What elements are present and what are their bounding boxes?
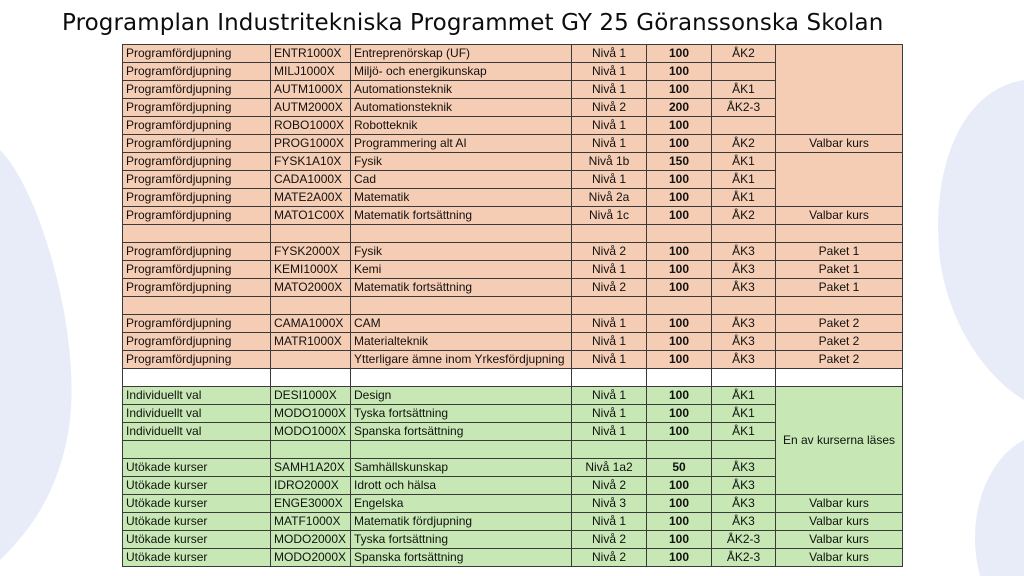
code-cell: MODO1000X <box>271 405 351 423</box>
year-cell: ÅK2 <box>712 207 776 225</box>
points-cell: 100 <box>647 189 712 207</box>
category-cell: Utökade kurser <box>123 531 271 549</box>
table-row <box>123 135 903 153</box>
year-cell: ÅK3 <box>712 477 776 495</box>
level-cell: Nivå 1 <box>572 135 647 153</box>
points-cell: 100 <box>647 387 712 405</box>
table-row <box>123 243 903 261</box>
code-cell: CADA1000X <box>271 171 351 189</box>
year-cell: ÅK3 <box>712 261 776 279</box>
level-cell: Nivå 1c <box>572 207 647 225</box>
course-name-cell: Tyska fortsättning <box>351 531 572 549</box>
year-cell: ÅK3 <box>712 333 776 351</box>
code-cell: AUTM1000X <box>271 81 351 99</box>
code-cell: ROBO1000X <box>271 117 351 135</box>
category-cell: Utökade kurser <box>123 513 271 531</box>
empty-row <box>123 225 903 243</box>
points-cell: 100 <box>647 261 712 279</box>
table-row <box>123 531 903 549</box>
code-cell: ENGE3000X <box>271 495 351 513</box>
level-cell: Nivå 1 <box>572 81 647 99</box>
code-cell: MATE2A00X <box>271 189 351 207</box>
year-cell: ÅK3 <box>712 279 776 297</box>
category-cell: Programfördjupning <box>123 189 271 207</box>
year-cell: ÅK1 <box>712 171 776 189</box>
course-name-cell: Programmering alt AI <box>351 135 572 153</box>
code-cell: MATO2000X <box>271 279 351 297</box>
category-cell: Programfördjupning <box>123 153 271 171</box>
course-name-cell: Tyska fortsättning <box>351 405 572 423</box>
category-cell: Programfördjupning <box>123 279 271 297</box>
course-name-cell: Engelska <box>351 495 572 513</box>
year-cell: ÅK2 <box>712 135 776 153</box>
table-row <box>123 387 903 405</box>
code-cell: MATF1000X <box>271 513 351 531</box>
year-cell: ÅK1 <box>712 81 776 99</box>
note-cell: Valbar kurs <box>776 207 903 225</box>
course-name-cell: Samhällskunskap <box>351 459 572 477</box>
course-name-cell: Robotteknik <box>351 117 572 135</box>
year-cell: ÅK3 <box>712 513 776 531</box>
note-cell: Paket 2 <box>776 315 903 333</box>
table-row <box>123 351 903 369</box>
year-cell: ÅK2-3 <box>712 549 776 567</box>
year-cell: ÅK1 <box>712 189 776 207</box>
year-cell: ÅK3 <box>712 243 776 261</box>
level-cell: Nivå 1 <box>572 387 647 405</box>
points-cell: 100 <box>647 477 712 495</box>
category-cell: Individuellt val <box>123 387 271 405</box>
level-cell: Nivå 2a <box>572 189 647 207</box>
note-cell: Valbar kurs <box>776 495 903 513</box>
year-cell: ÅK2-3 <box>712 531 776 549</box>
year-cell: ÅK1 <box>712 153 776 171</box>
note-cell: Paket 1 <box>776 243 903 261</box>
points-cell: 100 <box>647 531 712 549</box>
category-cell: Programfördjupning <box>123 315 271 333</box>
code-cell: FYSK2000X <box>271 243 351 261</box>
empty-row <box>123 369 903 387</box>
points-cell: 100 <box>647 243 712 261</box>
year-cell: ÅK3 <box>712 459 776 477</box>
category-cell: Individuellt val <box>123 405 271 423</box>
note-cell <box>776 153 903 207</box>
course-name-cell: Spanska fortsättning <box>351 549 572 567</box>
year-cell: ÅK3 <box>712 315 776 333</box>
course-name-cell: Automationsteknik <box>351 99 572 117</box>
note-cell: Paket 2 <box>776 333 903 351</box>
course-name-cell: CAM <box>351 315 572 333</box>
year-cell: ÅK2-3 <box>712 99 776 117</box>
code-cell: IDRO2000X <box>271 477 351 495</box>
category-cell: Programfördjupning <box>123 333 271 351</box>
note-cell <box>776 45 903 135</box>
table-row <box>123 153 903 171</box>
points-cell: 100 <box>647 333 712 351</box>
code-cell <box>271 351 351 369</box>
note-cell: Paket 1 <box>776 261 903 279</box>
code-cell: PROG1000X <box>271 135 351 153</box>
points-cell: 100 <box>647 207 712 225</box>
points-cell: 100 <box>647 45 712 63</box>
course-name-cell: Ytterligare ämne inom Yrkesfördjupning <box>351 351 572 369</box>
level-cell: Nivå 3 <box>572 495 647 513</box>
level-cell: Nivå 2 <box>572 279 647 297</box>
level-cell: Nivå 1 <box>572 423 647 441</box>
level-cell: Nivå 1 <box>572 261 647 279</box>
points-cell: 100 <box>647 549 712 567</box>
year-cell: ÅK2 <box>712 45 776 63</box>
points-cell: 100 <box>647 423 712 441</box>
year-cell: ÅK3 <box>712 351 776 369</box>
category-cell: Programfördjupning <box>123 261 271 279</box>
note-cell: Valbar kurs <box>776 549 903 567</box>
page-title: Programplan Industritekniska Programmet GY 25 Göranssonska Skolan <box>62 10 884 36</box>
course-name-cell: Materialteknik <box>351 333 572 351</box>
category-cell: Programfördjupning <box>123 171 271 189</box>
table-row <box>123 513 903 531</box>
category-cell: Utökade kurser <box>123 477 271 495</box>
course-name-cell: Miljö- och energikunskap <box>351 63 572 81</box>
points-cell: 100 <box>647 279 712 297</box>
points-cell: 100 <box>647 135 712 153</box>
year-cell: ÅK1 <box>712 387 776 405</box>
note-cell: Valbar kurs <box>776 513 903 531</box>
course-name-cell: Kemi <box>351 261 572 279</box>
category-cell: Utökade kurser <box>123 495 271 513</box>
code-cell: MODO2000X <box>271 531 351 549</box>
background-blob-left <box>0 150 72 560</box>
note-cell: Valbar kurs <box>776 531 903 549</box>
code-cell: MODO2000X <box>271 549 351 567</box>
points-cell: 100 <box>647 495 712 513</box>
points-cell: 100 <box>647 171 712 189</box>
level-cell: Nivå 2 <box>572 549 647 567</box>
level-cell: Nivå 2 <box>572 99 647 117</box>
code-cell: ENTR1000X <box>271 45 351 63</box>
course-name-cell: Fysik <box>351 153 572 171</box>
year-cell: ÅK1 <box>712 405 776 423</box>
level-cell: Nivå 1 <box>572 315 647 333</box>
level-cell: Nivå 1 <box>572 513 647 531</box>
table-row <box>123 315 903 333</box>
table-row <box>123 45 903 63</box>
note-cell: Paket 2 <box>776 351 903 369</box>
code-cell: SAMH1A20X <box>271 459 351 477</box>
category-cell: Programfördjupning <box>123 351 271 369</box>
table-row <box>123 279 903 297</box>
note-cell: Valbar kurs <box>776 135 903 153</box>
course-name-cell: Idrott och hälsa <box>351 477 572 495</box>
individual-choice-note: En av kurserna läses <box>776 387 903 495</box>
background-blob-right-lower <box>975 440 1024 576</box>
code-cell: KEMI1000X <box>271 261 351 279</box>
level-cell: Nivå 2 <box>572 477 647 495</box>
points-cell: 100 <box>647 81 712 99</box>
category-cell: Programfördjupning <box>123 207 271 225</box>
empty-row <box>123 297 903 315</box>
code-cell: DESI1000X <box>271 387 351 405</box>
category-cell: Programfördjupning <box>123 135 271 153</box>
year-cell <box>712 117 776 135</box>
program-plan-table <box>122 44 903 567</box>
points-cell: 100 <box>647 315 712 333</box>
level-cell: Nivå 1 <box>572 63 647 81</box>
code-cell: MATR1000X <box>271 333 351 351</box>
level-cell: Nivå 1 <box>572 117 647 135</box>
level-cell: Nivå 2 <box>572 243 647 261</box>
level-cell: Nivå 1a2 <box>572 459 647 477</box>
note-cell: Paket 1 <box>776 279 903 297</box>
year-cell <box>712 63 776 81</box>
code-cell: FYSK1A10X <box>271 153 351 171</box>
points-cell: 150 <box>647 153 712 171</box>
category-cell: Individuellt val <box>123 423 271 441</box>
category-cell: Utökade kurser <box>123 459 271 477</box>
points-cell: 100 <box>647 513 712 531</box>
category-cell: Programfördjupning <box>123 63 271 81</box>
level-cell: Nivå 1 <box>572 351 647 369</box>
level-cell: Nivå 2 <box>572 531 647 549</box>
category-cell: Programfördjupning <box>123 45 271 63</box>
category-cell: Utökade kurser <box>123 549 271 567</box>
category-cell: Programfördjupning <box>123 117 271 135</box>
course-name-cell: Cad <box>351 171 572 189</box>
course-name-cell: Matematik fördjupning <box>351 513 572 531</box>
course-name-cell: Entreprenörskap (UF) <box>351 45 572 63</box>
year-cell: ÅK1 <box>712 423 776 441</box>
code-cell: MODO1000X <box>271 423 351 441</box>
level-cell: Nivå 1 <box>572 45 647 63</box>
table-row <box>123 333 903 351</box>
code-cell: CAMA1000X <box>271 315 351 333</box>
code-cell: AUTM2000X <box>271 99 351 117</box>
table-row <box>123 495 903 513</box>
points-cell: 100 <box>647 405 712 423</box>
table-row <box>123 207 903 225</box>
code-cell: MATO1C00X <box>271 207 351 225</box>
points-cell: 100 <box>647 117 712 135</box>
level-cell: Nivå 1b <box>572 153 647 171</box>
category-cell: Programfördjupning <box>123 243 271 261</box>
level-cell: Nivå 1 <box>572 405 647 423</box>
level-cell: Nivå 1 <box>572 171 647 189</box>
points-cell: 50 <box>647 459 712 477</box>
course-name-cell: Spanska fortsättning <box>351 423 572 441</box>
category-cell: Programfördjupning <box>123 81 271 99</box>
level-cell: Nivå 1 <box>572 333 647 351</box>
points-cell: 100 <box>647 63 712 81</box>
table-row <box>123 261 903 279</box>
background-blob-right <box>938 80 1024 400</box>
course-name-cell: Matematik fortsättning <box>351 207 572 225</box>
year-cell: ÅK3 <box>712 495 776 513</box>
category-cell: Programfördjupning <box>123 99 271 117</box>
course-name-cell: Matematik fortsättning <box>351 279 572 297</box>
code-cell: MILJ1000X <box>271 63 351 81</box>
course-name-cell: Matematik <box>351 189 572 207</box>
points-cell: 200 <box>647 99 712 117</box>
course-name-cell: Fysik <box>351 243 572 261</box>
course-name-cell: Design <box>351 387 572 405</box>
points-cell: 100 <box>647 351 712 369</box>
table-row <box>123 549 903 567</box>
course-name-cell: Automationsteknik <box>351 81 572 99</box>
